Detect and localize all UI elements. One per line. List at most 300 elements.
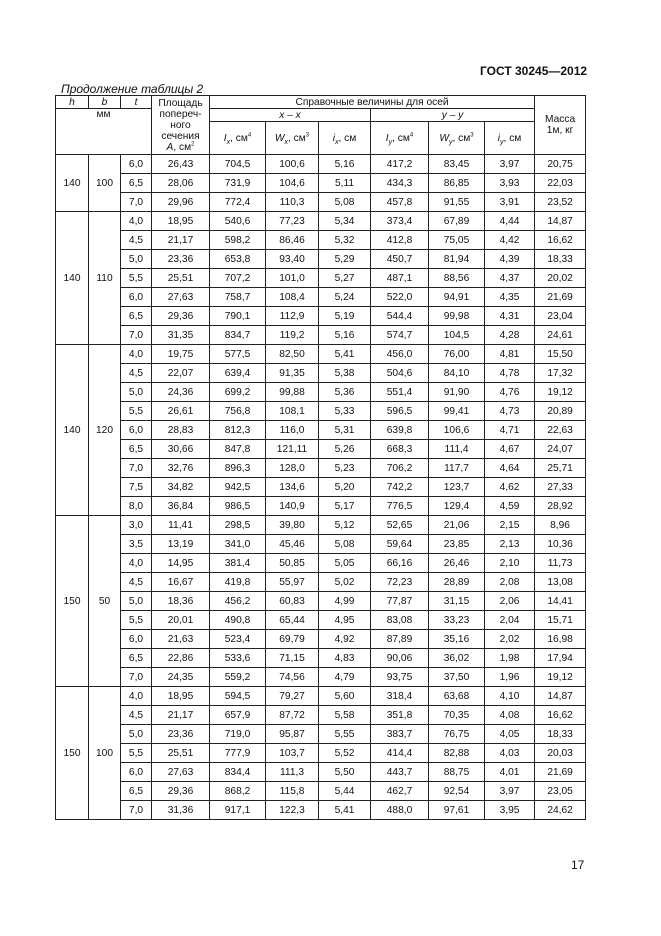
cell-wx: 122,3: [266, 801, 319, 820]
cell-thickness: 8,0: [121, 497, 152, 516]
cell-area: 20,01: [152, 611, 210, 630]
table-row: [56, 364, 586, 383]
cell-thickness: 4,5: [121, 231, 152, 250]
cell-wy: 88,75: [429, 763, 485, 782]
cell-wx: 55,97: [266, 573, 319, 592]
cell-mass: 20,03: [535, 744, 586, 763]
table-row: [56, 440, 586, 459]
cell-radius-x: 5,44: [319, 782, 371, 801]
cell-area: 11,41: [152, 516, 210, 535]
table-row: [56, 763, 586, 782]
cell-iy: 487,1: [371, 269, 429, 288]
exp-3: 3: [470, 132, 474, 139]
cell-radius-y: 3,93: [485, 174, 535, 193]
cell-wx: 112,9: [266, 307, 319, 326]
cell-mass: 10,36: [535, 535, 586, 554]
cell-ix: 942,5: [210, 478, 266, 497]
cell-area: 29,36: [152, 782, 210, 801]
cell-ix: 790,1: [210, 307, 266, 326]
cell-radius-x: 5,34: [319, 212, 371, 231]
cell-radius-x: 5,08: [319, 193, 371, 212]
table-row: [56, 497, 586, 516]
cell-ix: 707,2: [210, 269, 266, 288]
cell-area: 18,95: [152, 212, 210, 231]
cell-wx: 104,6: [266, 174, 319, 193]
cell-wx: 69,79: [266, 630, 319, 649]
cell-radius-y: 4,37: [485, 269, 535, 288]
cell-wy: 67,89: [429, 212, 485, 231]
cell-wx: 93,40: [266, 250, 319, 269]
cell-thickness: 7,0: [121, 668, 152, 687]
cell-radius-x: 5,55: [319, 725, 371, 744]
cell-h: 140: [56, 345, 89, 516]
header-mass-line: Масса: [545, 114, 576, 125]
page-number: 17: [571, 858, 585, 872]
cell-mass: 19,12: [535, 668, 586, 687]
cell-mass: 16,98: [535, 630, 586, 649]
cell-ix: 540,6: [210, 212, 266, 231]
cell-area: 18,95: [152, 687, 210, 706]
cell-iy: 434,3: [371, 174, 429, 193]
cell-iy: 318,4: [371, 687, 429, 706]
cell-wy: 104,5: [429, 326, 485, 345]
sub-x: x: [335, 138, 339, 146]
cell-iy: 443,7: [371, 763, 429, 782]
cell-h: 150: [56, 687, 89, 820]
cell-area: 24,35: [152, 668, 210, 687]
cell-radius-x: 5,23: [319, 459, 371, 478]
cell-wy: 82,88: [429, 744, 485, 763]
cell-thickness: 7,0: [121, 801, 152, 820]
cell-thickness: 7,0: [121, 326, 152, 345]
cell-wy: 35,16: [429, 630, 485, 649]
cell-mass: 8,96: [535, 516, 586, 535]
cell-ix: 834,4: [210, 763, 266, 782]
cell-iy: 551,4: [371, 383, 429, 402]
cell-wy: 36,02: [429, 649, 485, 668]
table-row: [56, 383, 586, 402]
cell-wy: 76,75: [429, 725, 485, 744]
cell-iy: 457,8: [371, 193, 429, 212]
sym-w: W: [274, 132, 285, 144]
cell-thickness: 6,0: [121, 155, 152, 174]
cell-iy: 574,7: [371, 326, 429, 345]
cell-iy: 776,5: [371, 497, 429, 516]
cell-mass: 24,62: [535, 801, 586, 820]
cell-mass: 22,63: [535, 421, 586, 440]
cell-iy: 52,65: [371, 516, 429, 535]
table-row: [56, 459, 586, 478]
cell-thickness: 5,5: [121, 269, 152, 288]
cell-radius-x: 4,83: [319, 649, 371, 668]
unit-cm: , см: [338, 132, 357, 144]
cell-radius-y: 3,91: [485, 193, 535, 212]
cell-wx: 108,1: [266, 402, 319, 421]
cell-b: 120: [89, 345, 121, 516]
unit-cm: , см: [392, 132, 410, 144]
cell-thickness: 4,0: [121, 687, 152, 706]
cell-iy: 72,23: [371, 573, 429, 592]
table-row: [56, 649, 586, 668]
cell-ix: 523,4: [210, 630, 266, 649]
unit-cm: , см: [503, 132, 522, 144]
cell-ix: 868,2: [210, 782, 266, 801]
cell-area: 29,36: [152, 307, 210, 326]
table-row: [56, 687, 586, 706]
cell-iy: 373,4: [371, 212, 429, 231]
cell-ix: 772,4: [210, 193, 266, 212]
cell-wy: 92,54: [429, 782, 485, 801]
cell-radius-y: 4,31: [485, 307, 535, 326]
cell-mass: 24,07: [535, 440, 586, 459]
cell-mass: 14,41: [535, 592, 586, 611]
cell-ix: 917,1: [210, 801, 266, 820]
table-row: [56, 801, 586, 820]
cell-wy: 84,10: [429, 364, 485, 383]
cell-radius-y: 3,97: [485, 782, 535, 801]
cell-area: 26,43: [152, 155, 210, 174]
header-area-unit: , см: [173, 141, 192, 153]
cell-radius-x: 5,17: [319, 497, 371, 516]
cell-wx: 108,4: [266, 288, 319, 307]
cell-wx: 71,15: [266, 649, 319, 668]
table-row: [56, 212, 586, 231]
table-row: [56, 782, 586, 801]
header-area: [152, 96, 210, 155]
header-area-line: попереч-: [159, 108, 202, 120]
cell-ix: 456,2: [210, 592, 266, 611]
cell-iy: 414,4: [371, 744, 429, 763]
cell-ix: 381,4: [210, 554, 266, 573]
cell-wy: 37,50: [429, 668, 485, 687]
cell-wy: 91,55: [429, 193, 485, 212]
cell-b: 100: [89, 687, 121, 820]
cell-ix: 756,8: [210, 402, 266, 421]
cell-area: 22,07: [152, 364, 210, 383]
cell-thickness: 4,0: [121, 212, 152, 231]
cell-area: 16,67: [152, 573, 210, 592]
cell-thickness: 5,5: [121, 611, 152, 630]
cell-wy: 91,90: [429, 383, 485, 402]
sub-y: y: [388, 138, 393, 146]
cell-iy: 59,64: [371, 535, 429, 554]
header-axis-x: x – x: [210, 109, 371, 122]
header-reference-values: Справочные величины для осей: [210, 96, 535, 109]
cell-iy: 93,75: [371, 668, 429, 687]
cell-thickness: 4,0: [121, 345, 152, 364]
cell-radius-x: 4,99: [319, 592, 371, 611]
cell-radius-x: 5,41: [319, 345, 371, 364]
cell-ix: 834,7: [210, 326, 266, 345]
cell-wx: 116,0: [266, 421, 319, 440]
cell-b: 50: [89, 516, 121, 687]
table-row: [56, 402, 586, 421]
sym-i-radius: i: [497, 132, 501, 144]
sym-i-moment: I: [385, 132, 389, 144]
profile-table: [55, 95, 586, 820]
cell-thickness: 5,0: [121, 725, 152, 744]
cell-radius-y: 4,28: [485, 326, 535, 345]
unit-cm: , см: [288, 132, 306, 144]
cell-wy: 117,7: [429, 459, 485, 478]
cell-wx: 128,0: [266, 459, 319, 478]
cell-wy: 111,4: [429, 440, 485, 459]
cell-thickness: 7,0: [121, 193, 152, 212]
table-continuation-caption: Продолжение таблицы 2: [61, 82, 204, 96]
cell-wx: 74,56: [266, 668, 319, 687]
cell-radius-y: 2,15: [485, 516, 535, 535]
cell-radius-y: 4,73: [485, 402, 535, 421]
cell-thickness: 6,0: [121, 421, 152, 440]
cell-radius-y: 4,39: [485, 250, 535, 269]
cell-area: 25,51: [152, 744, 210, 763]
cell-wy: 63,68: [429, 687, 485, 706]
cell-iy: 462,7: [371, 782, 429, 801]
cell-mass: 20,89: [535, 402, 586, 421]
header-ix: [210, 122, 266, 155]
cell-radius-x: 5,19: [319, 307, 371, 326]
cell-iy: 639,8: [371, 421, 429, 440]
cell-mass: 23,05: [535, 782, 586, 801]
cell-radius-x: 5,16: [319, 155, 371, 174]
cell-mass: 18,33: [535, 725, 586, 744]
cell-wx: 82,50: [266, 345, 319, 364]
cell-area: 34,82: [152, 478, 210, 497]
cell-mass: 18,33: [535, 250, 586, 269]
cell-iy: 417,2: [371, 155, 429, 174]
header-area-line: ного: [170, 119, 191, 131]
cell-iy: 87,89: [371, 630, 429, 649]
cell-radius-x: 5,33: [319, 402, 371, 421]
cell-thickness: 4,5: [121, 706, 152, 725]
cell-mass: 14,87: [535, 212, 586, 231]
cell-wx: 45,46: [266, 535, 319, 554]
cell-area: 23,36: [152, 250, 210, 269]
cell-ix: 896,3: [210, 459, 266, 478]
cell-thickness: 3,0: [121, 516, 152, 535]
unit-cm: , см: [230, 132, 248, 144]
cell-area: 21,17: [152, 231, 210, 250]
cell-ix: 533,6: [210, 649, 266, 668]
cell-thickness: 6,0: [121, 763, 152, 782]
table-row: [56, 611, 586, 630]
cell-mass: 27,33: [535, 478, 586, 497]
cell-radius-y: 4,81: [485, 345, 535, 364]
cell-radius-y: 4,71: [485, 421, 535, 440]
cell-radius-x: 5,52: [319, 744, 371, 763]
cell-radius-x: 5,24: [319, 288, 371, 307]
cell-area: 28,83: [152, 421, 210, 440]
cell-area: 29,96: [152, 193, 210, 212]
cell-radius-y: 4,10: [485, 687, 535, 706]
cell-area: 31,36: [152, 801, 210, 820]
cell-thickness: 5,0: [121, 383, 152, 402]
cell-iy: 412,8: [371, 231, 429, 250]
exp-3: 3: [305, 132, 310, 139]
table-row: [56, 554, 586, 573]
cell-radius-y: 4,78: [485, 364, 535, 383]
cell-wy: 106,6: [429, 421, 485, 440]
cell-ix: 341,0: [210, 535, 266, 554]
cell-radius-x: 5,29: [319, 250, 371, 269]
cell-radius-y: 4,67: [485, 440, 535, 459]
cell-wy: 70,35: [429, 706, 485, 725]
cell-wx: 95,87: [266, 725, 319, 744]
header-wx: [266, 122, 319, 155]
cell-iy: 351,8: [371, 706, 429, 725]
cell-mass: 19,12: [535, 383, 586, 402]
cell-wx: 91,35: [266, 364, 319, 383]
cell-wx: 134,6: [266, 478, 319, 497]
cell-wx: 87,72: [266, 706, 319, 725]
cell-thickness: 3,5: [121, 535, 152, 554]
cell-radius-x: 5,02: [319, 573, 371, 592]
cell-mass: 16,62: [535, 706, 586, 725]
cell-radius-x: 5,31: [319, 421, 371, 440]
cell-area: 21,63: [152, 630, 210, 649]
table-row: [56, 231, 586, 250]
table-row: [56, 193, 586, 212]
cell-radius-x: 4,79: [319, 668, 371, 687]
header-mm: мм: [56, 109, 152, 155]
cell-wx: 121,11: [266, 440, 319, 459]
cell-area: 26,61: [152, 402, 210, 421]
cell-area: 24,36: [152, 383, 210, 402]
cell-radius-x: 5,08: [319, 535, 371, 554]
unit-cm: , см: [452, 132, 471, 144]
cell-wy: 23,85: [429, 535, 485, 554]
cell-wy: 26,46: [429, 554, 485, 573]
cell-thickness: 6,0: [121, 288, 152, 307]
table-row: [56, 269, 586, 288]
sub-x: x: [226, 138, 231, 146]
cell-radius-x: 5,36: [319, 383, 371, 402]
cell-mass: 22,03: [535, 174, 586, 193]
cell-wy: 83,45: [429, 155, 485, 174]
cell-radius-x: 5,50: [319, 763, 371, 782]
cell-radius-y: 2,13: [485, 535, 535, 554]
cell-radius-y: 4,08: [485, 706, 535, 725]
cell-wy: 94,91: [429, 288, 485, 307]
cell-thickness: 7,0: [121, 459, 152, 478]
cell-wx: 99,88: [266, 383, 319, 402]
sym-i-radius: i: [332, 132, 335, 144]
cell-mass: 17,94: [535, 649, 586, 668]
table-row: [56, 592, 586, 611]
cell-iy: 742,2: [371, 478, 429, 497]
cell-wx: 65,44: [266, 611, 319, 630]
cell-ix: 758,7: [210, 288, 266, 307]
cell-radius-x: 5,27: [319, 269, 371, 288]
cell-mass: 13,08: [535, 573, 586, 592]
cell-h: 140: [56, 212, 89, 345]
table-row: [56, 706, 586, 725]
cell-wy: 99,41: [429, 402, 485, 421]
cell-wx: 101,0: [266, 269, 319, 288]
cell-radius-y: 4,01: [485, 763, 535, 782]
cell-mass: 14,87: [535, 687, 586, 706]
cell-ix: 559,2: [210, 668, 266, 687]
table-row: [56, 725, 586, 744]
cell-radius-y: 4,62: [485, 478, 535, 497]
table-row: [56, 744, 586, 763]
header-b: b: [89, 96, 121, 109]
table-row: [56, 288, 586, 307]
cell-wx: 115,8: [266, 782, 319, 801]
table-row: [56, 326, 586, 345]
cell-area: 21,17: [152, 706, 210, 725]
cell-thickness: 7,5: [121, 478, 152, 497]
cell-ix: 657,9: [210, 706, 266, 725]
cell-area: 27,63: [152, 763, 210, 782]
cell-area: 19,75: [152, 345, 210, 364]
cell-area: 22,86: [152, 649, 210, 668]
cell-mass: 24,61: [535, 326, 586, 345]
cell-wx: 103,7: [266, 744, 319, 763]
header-mass-line: 1м, кг: [546, 125, 574, 136]
cell-thickness: 6,5: [121, 307, 152, 326]
cell-iy: 668,3: [371, 440, 429, 459]
cell-ix: 298,5: [210, 516, 266, 535]
header-iy: [371, 122, 429, 155]
cell-thickness: 6,5: [121, 440, 152, 459]
cell-wy: 86,85: [429, 174, 485, 193]
cell-wy: 21,06: [429, 516, 485, 535]
cell-wx: 60,83: [266, 592, 319, 611]
cell-area: 14,95: [152, 554, 210, 573]
header-radius-x: [319, 122, 371, 155]
cell-radius-y: 4,59: [485, 497, 535, 516]
cell-wy: 76,00: [429, 345, 485, 364]
cell-radius-y: 1,96: [485, 668, 535, 687]
cell-radius-x: 4,95: [319, 611, 371, 630]
cell-radius-y: 2,06: [485, 592, 535, 611]
cell-mass: 23,52: [535, 193, 586, 212]
cell-thickness: 4,5: [121, 573, 152, 592]
table-header: [56, 96, 586, 155]
table-row: [56, 668, 586, 687]
cell-wy: 33,23: [429, 611, 485, 630]
header-area-exponent: 2: [191, 141, 195, 148]
table-row: [56, 630, 586, 649]
cell-wx: 50,85: [266, 554, 319, 573]
cell-radius-x: 5,05: [319, 554, 371, 573]
sub-y: y: [500, 138, 504, 146]
cell-area: 30,66: [152, 440, 210, 459]
cell-ix: 639,4: [210, 364, 266, 383]
cell-ix: 731,9: [210, 174, 266, 193]
cell-ix: 699,2: [210, 383, 266, 402]
cell-ix: 419,8: [210, 573, 266, 592]
cell-radius-x: 5,11: [319, 174, 371, 193]
header-t: t: [121, 96, 152, 109]
cell-area: 28,06: [152, 174, 210, 193]
cell-mass: 23,04: [535, 307, 586, 326]
cell-wy: 31,15: [429, 592, 485, 611]
cell-iy: 504,6: [371, 364, 429, 383]
cell-thickness: 5,5: [121, 744, 152, 763]
cell-b: 110: [89, 212, 121, 345]
table-row: [56, 478, 586, 497]
cell-mass: 25,71: [535, 459, 586, 478]
cell-iy: 383,7: [371, 725, 429, 744]
sub-x: x: [284, 138, 288, 146]
cell-radius-x: 5,60: [319, 687, 371, 706]
cell-wy: 129,4: [429, 497, 485, 516]
cell-mass: 11,73: [535, 554, 586, 573]
cell-thickness: 5,0: [121, 250, 152, 269]
cell-ix: 719,0: [210, 725, 266, 744]
